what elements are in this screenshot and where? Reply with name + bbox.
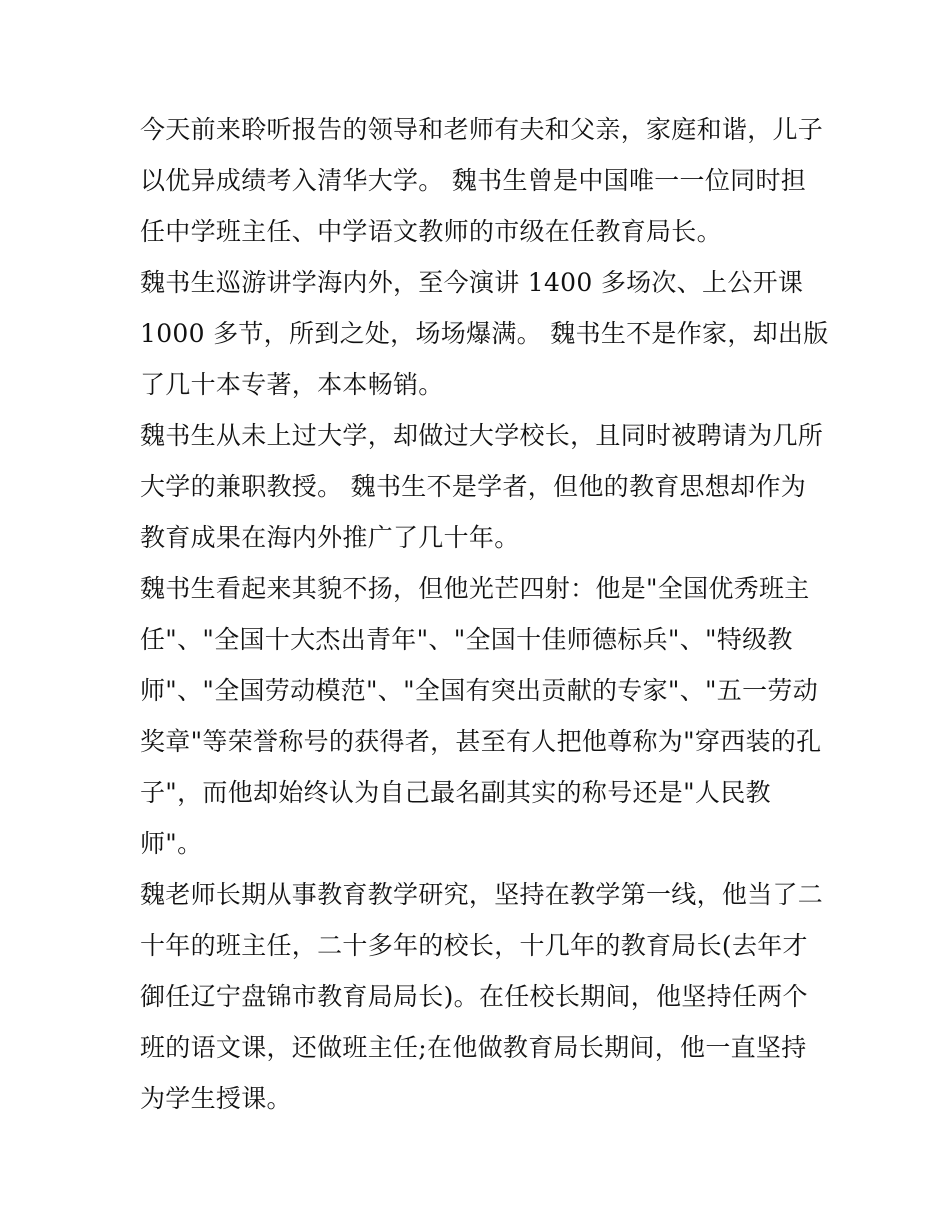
text-line: 子"，而他却始终认为自己最名副其实的称号还是"人民教 [140,778,771,807]
text-line: 了几十本专著，本本畅销。 [140,370,444,399]
paragraph-3 [140,410,824,563]
text-line: 今天前来聆听报告的领导和老师有夫和父亲，家庭和谐，儿子 [140,115,824,144]
paragraph-5 [140,869,824,1124]
text-line: 师"、"全国劳动模范"、"全国有突出贡献的专家"、"五一劳动 [140,676,818,705]
text-line: 魏书生巡游讲学海内外，至今演讲 1400 多场次、上公开课 [140,268,804,297]
document-page [140,104,829,1124]
paragraph-4 [140,563,820,869]
text-line: 任中学班主任、中学语文教师的市级在任教育局长。 [140,217,722,246]
text-line: 师"。 [140,829,203,858]
text-line: 1000 多节，所到之处，场场爆满。 魏书生不是作家，却出版 [140,319,829,348]
text-line: 以优异成绩考入清华大学。 魏书生曾是中国唯一一位同时担 [140,166,807,195]
text-line: 魏书生从未上过大学，却做过大学校长，且同时被聘请为几所 [140,421,824,450]
text-line: 任"、"全国十大杰出青年"、"全国十佳师德标兵"、"特级教 [140,625,793,654]
paragraph-1 [140,104,824,257]
text-line: 奖章"等荣誉称号的获得者，甚至有人把他尊称为"穿西装的孔 [140,727,822,756]
text-line: 班的语文课，还做班主任;在他做教育局长期间，他一直坚持 [140,1033,807,1062]
text-line: 为学生授课。 [140,1084,292,1113]
text-line: 魏书生看起来其貌不扬，但他光芒四射：他是"全国优秀班主 [140,574,810,603]
paragraph-2 [140,257,829,410]
text-line: 十年的班主任，二十多年的校长，十几年的教育局长(去年才 [140,931,808,960]
text-line: 御任辽宁盘锦市教育局局长)。在任校长期间，他坚持任两个 [140,982,808,1011]
text-line: 大学的兼职教授。 魏书生不是学者，但他的教育思想却作为 [140,472,807,501]
text-line: 魏老师长期从事教育教学研究，坚持在教学第一线，他当了二 [140,880,824,909]
text-line: 教育成果在海内外推广了几十年。 [140,523,520,552]
